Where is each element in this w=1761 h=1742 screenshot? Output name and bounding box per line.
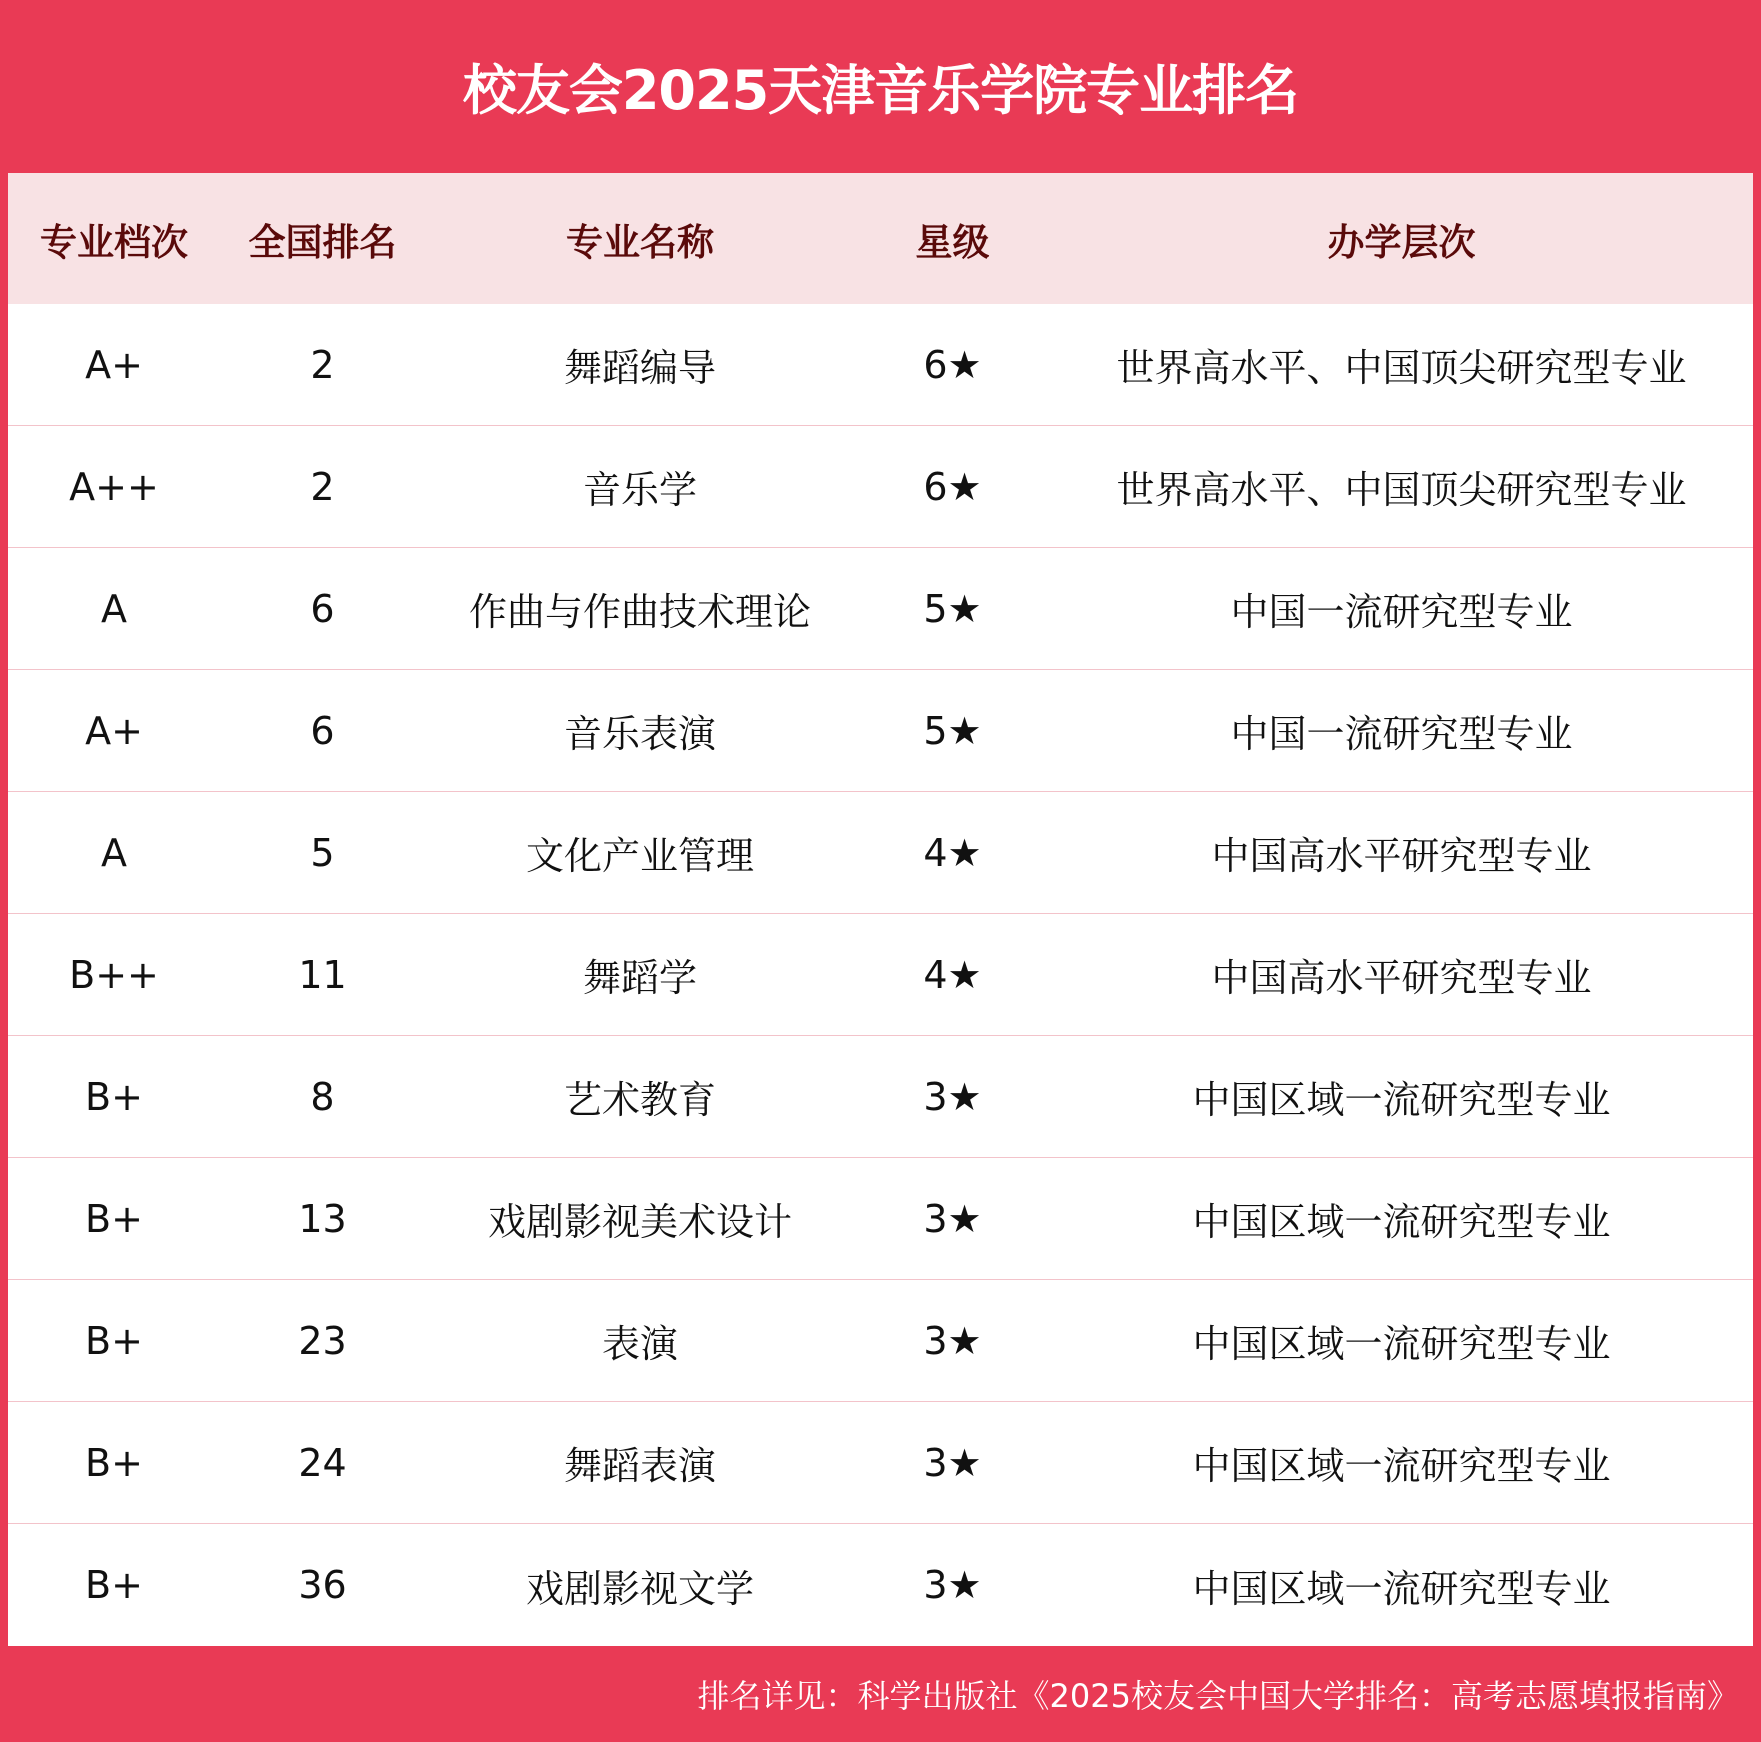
cell-stars: 3★ [923, 1440, 982, 1485]
cell-major: 戏剧影视美术设计 [487, 1200, 792, 1244]
cell-stars: 6★ [923, 464, 982, 509]
table-row [8, 1036, 1753, 1158]
table-row [8, 548, 1753, 670]
header-major: 专业名称 [566, 220, 714, 264]
cell-major: 艺术教育 [563, 1078, 716, 1122]
cell-tier: B+ [85, 1318, 143, 1363]
header-rank: 全国排名 [248, 220, 397, 264]
cell-rank: 2 [310, 342, 335, 387]
cell-rank: 36 [298, 1563, 347, 1607]
cell-level: 中国区域一流研究型专业 [1192, 1322, 1611, 1366]
cell-major: 作曲与作曲技术理论 [468, 590, 811, 634]
cell-stars: 4★ [923, 830, 982, 875]
cell-tier: B++ [69, 952, 159, 997]
table-row [8, 1402, 1753, 1524]
cell-tier: B+ [85, 1196, 143, 1241]
cell-rank: 5 [310, 830, 335, 875]
cell-stars: 3★ [923, 1563, 982, 1607]
cell-level: 世界高水平、中国顶尖研究型专业 [1116, 346, 1687, 390]
cell-major: 文化产业管理 [525, 834, 754, 878]
cell-stars: 3★ [923, 1196, 982, 1241]
cell-tier: A+ [85, 708, 143, 753]
cell-stars: 3★ [923, 1318, 982, 1363]
cell-major: 舞蹈编导 [563, 346, 716, 390]
cell-level: 中国区域一流研究型专业 [1192, 1078, 1611, 1122]
cell-major: 舞蹈学 [582, 956, 697, 1000]
cell-level: 中国区域一流研究型专业 [1192, 1200, 1611, 1244]
cell-tier: A [101, 830, 127, 875]
cell-tier: B+ [85, 1563, 143, 1607]
cell-major: 表演 [601, 1322, 678, 1366]
cell-rank: 23 [298, 1318, 347, 1363]
cell-stars: 3★ [923, 1074, 982, 1119]
header-level: 办学层次 [1327, 220, 1476, 264]
table-row [8, 1158, 1753, 1280]
cell-tier: A++ [69, 464, 159, 509]
cell-stars: 5★ [923, 586, 982, 631]
cell-level: 中国区域一流研究型专业 [1192, 1444, 1611, 1488]
cell-rank: 2 [310, 464, 335, 509]
header-tier: 专业档次 [40, 220, 188, 264]
cell-stars: 6★ [923, 342, 982, 387]
table-row [8, 426, 1753, 548]
cell-level: 中国一流研究型专业 [1230, 590, 1573, 634]
table-row [8, 1524, 1753, 1646]
ranking-table [8, 173, 1753, 1646]
header-stars: 星级 [915, 220, 990, 264]
cell-rank: 8 [310, 1074, 335, 1119]
cell-tier: B+ [85, 1440, 143, 1485]
table-header [8, 173, 1753, 304]
cell-level: 中国高水平研究型专业 [1211, 956, 1592, 1000]
cell-level: 中国一流研究型专业 [1230, 712, 1573, 756]
cell-rank: 6 [310, 708, 335, 753]
cell-tier: B+ [85, 1074, 143, 1119]
cell-tier: A+ [85, 342, 143, 387]
page-title: 校友会2025天津音乐学院专业排名 [462, 59, 1299, 122]
table-row [8, 914, 1753, 1036]
cell-level: 世界高水平、中国顶尖研究型专业 [1116, 468, 1687, 512]
cell-major: 戏剧影视文学 [525, 1566, 754, 1611]
table-row [8, 304, 1753, 426]
cell-rank: 6 [310, 586, 335, 631]
cell-level: 中国区域一流研究型专业 [1192, 1566, 1611, 1611]
cell-rank: 13 [298, 1196, 347, 1241]
table-row [8, 670, 1753, 792]
cell-rank: 11 [298, 952, 347, 997]
cell-major: 音乐表演 [563, 712, 716, 756]
table-row [8, 1280, 1753, 1402]
cell-tier: A [101, 586, 127, 631]
cell-rank: 24 [298, 1440, 347, 1485]
cell-level: 中国高水平研究型专业 [1211, 834, 1592, 878]
cell-major: 舞蹈表演 [563, 1444, 716, 1488]
cell-major: 音乐学 [582, 468, 697, 512]
table-row [8, 792, 1753, 914]
cell-stars: 5★ [923, 708, 982, 753]
source-note: 排名详见：科学出版社《2025校友会中国大学排名：高考志愿填报指南》 [697, 1677, 1739, 1715]
cell-stars: 4★ [923, 952, 982, 997]
